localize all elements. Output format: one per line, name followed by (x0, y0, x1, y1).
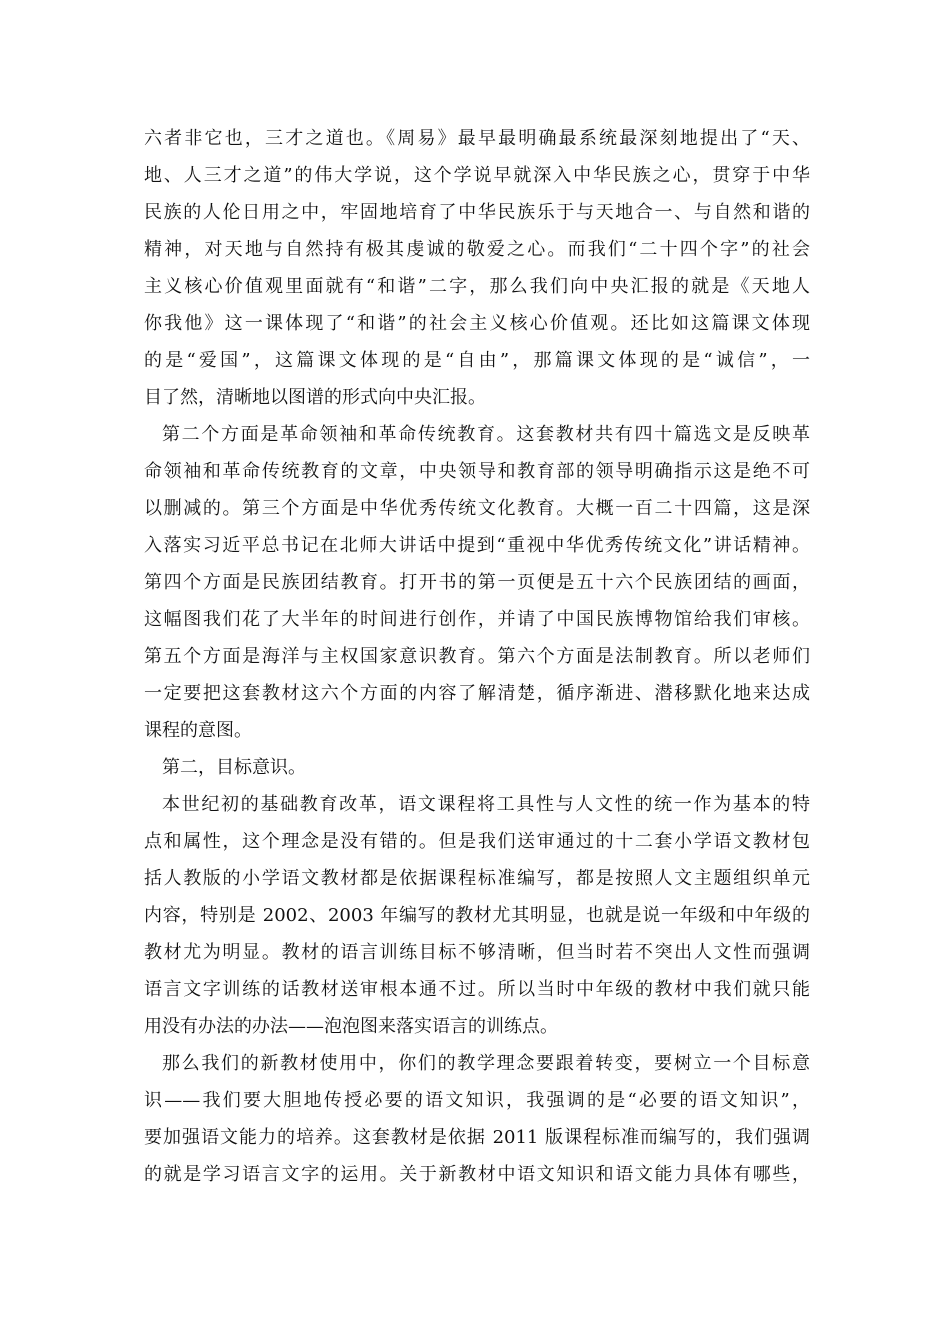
text-line: 地、人三才之道”的伟大学说，这个学说早就深入中华民族之心，贯穿于中华 (144, 165, 810, 186)
text-line: 要加强语文能力的培养。这套教材是依据 2011 版课程标准而编写的，我们强调 (144, 1127, 810, 1148)
text-line: 你我他》这一课体现了“和谐”的社会主义核心价值观。还比如这篇课文体现 (144, 313, 810, 334)
document-body (144, 120, 810, 1193)
text-line: 以删减的。第三个方面是中华优秀传统文化教育。大概一百二十四篇，这是深 (144, 498, 810, 519)
text-line: 的就是学习语言文字的运用。关于新教材中语文知识和语文能力具体有哪些， (144, 1164, 810, 1185)
section-heading: 第二，目标意识。 (162, 757, 306, 778)
text-line: 识——我们要大胆地传授必要的语文知识，我强调的是“必要的语文知识”， (144, 1090, 810, 1111)
text-line: 命领袖和革命传统教育的文章，中央领导和教育部的领导明确指示这是绝不可 (144, 461, 810, 482)
text-line: 第五个方面是海洋与主权国家意识教育。第六个方面是法制教育。所以老师们 (144, 646, 810, 667)
text-line: 主义核心价值观里面就有“和谐”二字，那么我们向中央汇报的就是《天地人 (144, 276, 810, 297)
text-line: 的是“爱国”，这篇课文体现的是“自由”，那篇课文体现的是“诚信”，一 (144, 350, 810, 371)
text-line: 入落实习近平总书记在北师大讲话中提到“重视中华优秀传统文化”讲话精神。 (144, 535, 810, 556)
text-line: 这幅图我们花了大半年的时间进行创作，并请了中国民族博物馆给我们审核。 (144, 609, 810, 630)
text-line: 民族的人伦日用之中，牢固地培育了中华民族乐于与天地合一、与自然和谐的 (144, 202, 810, 223)
text-line: 一定要把这套教材这六个方面的内容了解清楚，循序渐进、潜移默化地来达成 (144, 683, 810, 704)
text-line: 语言文字训练的话教材送审根本通不过。所以当时中年级的教材中我们就只能 (144, 979, 810, 1000)
text-line: 第四个方面是民族团结教育。打开书的第一页便是五十六个民族团结的画面， (144, 572, 810, 593)
text-line: 点和属性，这个理念是没有错的。但是我们送审通过的十二套小学语文教材包 (144, 831, 810, 852)
text-line: 课程的意图。 (144, 720, 252, 741)
text-line: 六者非它也，三才之道也。《周易》最早最明确最系统最深刻地提出了“天、 (144, 128, 810, 149)
text-line: 目了然，清晰地以图谱的形式向中央汇报。 (144, 387, 486, 408)
text-line: 用没有办法的办法——泡泡图来落实语言的训练点。 (144, 1016, 558, 1037)
text-line: 括人教版的小学语文教材都是依据课程标准编写，都是按照人文主题组织单元 (144, 868, 810, 889)
text-line: 内容，特别是 2002、2003 年编写的教材尤其明显，也就是说一年级和中年级的 (144, 905, 810, 926)
text-line: 精神，对天地与自然持有极其虔诚的敬爱之心。而我们“二十四个字”的社会 (144, 239, 810, 260)
paragraph-start-line: 那么我们的新教材使用中，你们的教学理念要跟着转变，要树立一个目标意 (162, 1053, 810, 1074)
text-line: 教材尤为明显。教材的语言训练目标不够清晰，但当时若不突出人文性而强调 (144, 942, 810, 963)
paragraph-start-line: 第二个方面是革命领袖和革命传统教育。这套教材共有四十篇选文是反映革 (162, 424, 810, 445)
paragraph-start-line: 本世纪初的基础教育改革，语文课程将工具性与人文性的统一作为基本的特 (162, 794, 810, 815)
